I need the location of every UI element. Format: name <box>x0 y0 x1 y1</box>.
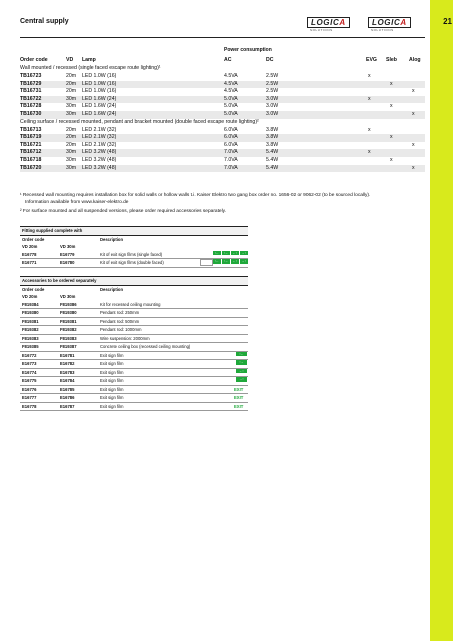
cell-code: TB16720 <box>20 164 42 171</box>
table-row <box>20 157 425 165</box>
cell-ac: 5.0VA <box>224 110 238 117</box>
cell-code: TB16721 <box>20 141 42 148</box>
cell-b: E16782 <box>60 361 75 366</box>
cell-desc: Kit for recessed ceiling mounting <box>100 301 161 307</box>
col-lamp: Lamp <box>82 57 96 63</box>
cell-code: TB16730 <box>20 110 42 117</box>
table-row <box>20 318 248 327</box>
cell-lamp: LED 3.2W (48) <box>82 164 117 171</box>
logo-2-sub: SOLUTIONS <box>371 28 394 32</box>
cell-desc: Wire suspension: 2000mm <box>100 335 150 341</box>
cell-b: E16784 <box>60 378 75 383</box>
cell-lamp: LED 1.6W (24) <box>82 95 117 102</box>
table-row <box>20 73 425 81</box>
table-row <box>20 301 248 310</box>
table-row <box>20 386 248 395</box>
accessories-col-desc: Description <box>100 286 124 292</box>
cell-sleb: x <box>390 156 393 163</box>
table-row <box>20 343 248 352</box>
cell-desc: Pendant rod: 1000mm <box>100 327 142 332</box>
exit-sign-icon: →↑ <box>241 250 246 255</box>
header-rule <box>20 37 425 38</box>
cell-code: TB16731 <box>20 88 42 95</box>
fitting-col-b: VD 30m <box>60 244 76 249</box>
table-row <box>20 96 425 104</box>
cell-vd: 20m <box>66 126 77 133</box>
cell-vd: 30m <box>66 156 77 163</box>
exit-text-sign: EXIT <box>234 386 244 392</box>
cell-desc: Pendant rod: 250mm <box>100 310 140 315</box>
cell-vd: 30m <box>66 149 77 156</box>
exit-sign-icon: ↑← <box>214 259 219 263</box>
cell-ac: 7.0VA <box>224 164 238 171</box>
cell-evg: x <box>368 126 371 133</box>
cell-ac: 5.0VA <box>224 103 238 110</box>
cell-lamp: LED 1.0W (16) <box>82 80 117 87</box>
cell-lamp: LED 3.2W (48) <box>82 149 117 156</box>
cell-vd: 20m <box>66 141 77 148</box>
cell-desc: Exit sign film <box>100 361 124 366</box>
logo-1-main: LOGIC <box>311 18 340 27</box>
fitting-header-row <box>20 236 248 244</box>
cell-a: E16778 <box>22 403 37 409</box>
table-row <box>20 149 425 157</box>
page-number: 21 <box>443 17 452 26</box>
cell-b: F819386 <box>60 301 77 307</box>
cell-a: E16776 <box>22 386 37 392</box>
cell-vd: 30m <box>66 103 77 110</box>
cell-alog: x <box>412 141 415 148</box>
cell-alog: x <box>412 164 415 171</box>
cell-b: E16780 <box>60 260 75 265</box>
exit-text-sign: EXIT <box>234 403 244 409</box>
logo-1-accent: A <box>339 18 346 27</box>
cell-evg: x <box>368 149 371 156</box>
cell-dc: 5.4W <box>266 149 279 156</box>
cell-alog: x <box>412 88 415 95</box>
logo-2-accent: A <box>400 18 407 27</box>
table-row <box>20 352 248 361</box>
cell-b: E16786 <box>60 395 75 400</box>
cell-ac: 4.5VA <box>224 73 238 79</box>
table-header-row <box>20 57 425 65</box>
blank-sign-icon <box>200 259 213 266</box>
cell-dc: 3.0W <box>266 95 279 102</box>
table-row <box>20 360 248 369</box>
cell-ac: 6.0VA <box>224 141 238 148</box>
cell-dc: 5.4W <box>266 156 279 163</box>
cell-a: E16771 <box>22 260 37 265</box>
cell-vd: 20m <box>66 134 77 141</box>
cell-vd: 30m <box>66 95 77 102</box>
cell-dc: 3.8W <box>266 134 279 141</box>
cell-dc: 5.4W <box>266 164 279 171</box>
cell-lamp: LED 1.0W (16) <box>82 73 117 79</box>
table-row <box>20 165 425 173</box>
section-label <box>20 119 425 127</box>
col-alog: Alog <box>409 57 421 63</box>
cell-dc: 2.5W <box>266 88 279 95</box>
fitting-subheader-row <box>20 243 248 251</box>
exit-sign-icon: ↑→ <box>223 259 228 263</box>
cell-b: E16783 <box>60 369 75 375</box>
cell-vd: 30m <box>66 110 77 117</box>
table-row <box>20 369 248 378</box>
table-row <box>20 309 248 318</box>
cell-evg: x <box>368 73 371 79</box>
cell-b: F819380 <box>60 310 77 315</box>
exit-sign-icon: ↑→ <box>223 250 228 255</box>
table-row <box>20 81 425 89</box>
col-ac: AC <box>224 57 232 63</box>
cell-lamp: LED 2.1W (32) <box>82 141 117 148</box>
cell-dc: 2.5W <box>266 80 279 87</box>
cell-a: F819380 <box>22 310 39 315</box>
cell-ac: 7.0VA <box>224 156 238 163</box>
cell-a: E16778 <box>22 251 37 257</box>
table-row <box>20 142 425 150</box>
cell-a: F819384 <box>22 301 39 307</box>
cell-b: E16779 <box>60 251 75 257</box>
cell-dc: 3.0W <box>266 103 279 110</box>
cell-a: F819385 <box>22 344 39 349</box>
cell-code: TB16712 <box>20 149 42 156</box>
cell-evg: x <box>368 95 371 102</box>
cell-dc: 3.8W <box>266 126 279 133</box>
cell-desc: Exit sign film <box>100 378 124 383</box>
fitting-col-desc: Description <box>100 236 124 242</box>
side-accent-bar <box>430 0 453 641</box>
cell-code: TB16723 <box>20 73 42 79</box>
section-label <box>20 65 425 73</box>
cell-lamp: LED 1.6W (24) <box>82 103 117 110</box>
cell-a: E16772 <box>22 352 37 358</box>
main-product-table <box>20 57 425 172</box>
cell-desc: Kit of exit sign films (single faced) <box>100 251 163 257</box>
cell-desc: Exit sign film <box>100 352 124 358</box>
table-row <box>20 134 425 142</box>
cell-desc: Concrete ceiling box (recessed ceiling mounting) <box>100 344 191 349</box>
cell-a: F819383 <box>22 335 39 341</box>
cell-a: F819381 <box>22 318 39 324</box>
cell-b: F819383 <box>60 335 77 341</box>
accessories-header-row <box>20 286 248 294</box>
table-row <box>20 251 248 260</box>
table-row <box>20 335 248 344</box>
accessories-title-row <box>20 276 248 286</box>
exit-sign-icon: ↑← <box>236 352 247 357</box>
cell-code: TB16722 <box>20 95 42 102</box>
col-evg: EVG <box>366 57 377 63</box>
cell-b: E16787 <box>60 403 75 409</box>
table-row <box>20 88 425 96</box>
cell-desc: Exit sign film <box>100 386 124 392</box>
accessories-table <box>20 276 248 411</box>
cell-desc: Pendant rod: 500mm <box>100 318 140 324</box>
exit-sign-icon: ←↑ <box>236 369 247 374</box>
exit-sign-icon: ←↑ <box>232 250 237 255</box>
table-row <box>20 394 248 403</box>
cell-sleb: x <box>390 134 393 141</box>
cell-ac: 6.0VA <box>224 134 238 141</box>
table-row <box>20 103 425 111</box>
cell-lamp: LED 2.1W (32) <box>82 134 117 141</box>
col-order-code: Order code <box>20 57 48 63</box>
col-vd: VD <box>66 57 74 63</box>
exit-text-sign: EXIT <box>234 395 244 400</box>
col-sleb: Sleb <box>386 57 397 63</box>
page-title: Central supply <box>20 18 69 25</box>
cell-vd: 20m <box>66 80 77 87</box>
exit-sign-icon: →↑ <box>236 377 247 382</box>
exit-sign-icon: ←↑ <box>232 259 237 263</box>
cell-sleb: x <box>390 103 393 110</box>
exit-sign-icon: ↑← <box>214 250 219 255</box>
cell-dc: 3.0W <box>266 110 279 117</box>
cell-lamp: LED 3.2W (48) <box>82 156 117 163</box>
cell-lamp: LED 2.1W (32) <box>82 126 117 133</box>
accessories-col-a: VD 20m <box>22 294 38 299</box>
cell-a: F819382 <box>22 327 39 332</box>
col-dc: DC <box>266 57 274 63</box>
cell-b: F819382 <box>60 327 77 332</box>
cell-b: E16785 <box>60 386 75 392</box>
cell-sleb: x <box>390 80 393 87</box>
fitting-title: Fitting supplied complete with <box>22 228 83 233</box>
section-label-text: Wall mounted / recessed (single faced escape route lighting)¹ <box>20 65 161 71</box>
cell-dc: 2.5W <box>266 73 279 79</box>
cell-a: E16773 <box>22 361 37 366</box>
table-row <box>20 127 425 135</box>
power-consumption-header: Power consumption <box>224 47 272 53</box>
table-row <box>20 403 248 412</box>
cell-a: E16777 <box>22 395 37 400</box>
cell-lamp: LED 1.6W (24) <box>82 110 117 117</box>
accessories-col-code: Order code <box>22 286 45 292</box>
cell-ac: 4.5VA <box>224 88 238 95</box>
accessories-title: Accessories to be ordered separately <box>22 278 97 283</box>
table-row <box>20 377 248 386</box>
section-label-text: Ceiling surface / recessed mounted, pendant and bracket mounted (double faced escape route lighting)² <box>20 118 259 125</box>
fitting-title-row <box>20 226 248 236</box>
cell-a: E16774 <box>22 369 37 375</box>
fitting-supplied-table <box>20 226 248 268</box>
fitting-col-a: VD 20m <box>22 244 38 249</box>
cell-vd: 30m <box>66 164 77 171</box>
table-row <box>20 259 248 268</box>
cell-code: TB16713 <box>20 126 42 133</box>
cell-b: F819387 <box>60 344 77 349</box>
cell-ac: 5.0VA <box>224 95 238 102</box>
fitting-col-code: Order code <box>22 236 45 242</box>
exit-sign-icon: ↑→ <box>236 360 247 365</box>
cell-lamp: LED 1.0W (16) <box>82 88 117 95</box>
cell-b: F819381 <box>60 318 77 324</box>
cell-b: E16781 <box>60 352 75 358</box>
cell-vd: 20m <box>66 73 77 79</box>
cell-alog: x <box>412 110 415 117</box>
footnotes <box>20 193 425 216</box>
cell-code: TB16718 <box>20 156 42 163</box>
cell-code: TB16728 <box>20 103 42 110</box>
logo-2-main: LOGIC <box>372 18 401 27</box>
cell-desc: Exit sign film <box>100 395 124 400</box>
logo-1-sub: SOLUTIONS <box>310 28 333 32</box>
accessories-col-b: VD 30m <box>60 294 76 299</box>
cell-desc: Exit sign film <box>100 369 124 375</box>
cell-ac: 7.0VA <box>224 149 238 156</box>
table-row <box>20 326 248 335</box>
cell-a: E16775 <box>22 378 37 383</box>
exit-sign-icon: →↑ <box>241 259 246 263</box>
footnote-1b: Information available from www.kaiser-elektro.de <box>25 199 129 205</box>
cell-vd: 20m <box>66 88 77 95</box>
cell-code: TB16719 <box>20 134 42 141</box>
accessories-subheader-row <box>20 293 248 301</box>
table-row <box>20 111 425 119</box>
cell-code: TB16729 <box>20 80 42 87</box>
footnote-1: ¹ Recessed wall mounting requires installation box for solid walls or hollow walls t.i. Kaiser Elektro two gang box order no. 1656-02 or 9062-02 (to be sourced locally). <box>20 193 371 198</box>
cell-dc: 3.8W <box>266 141 279 148</box>
footnote-2: ² For surface mounted and all suspended versions, please order required accessories separately. <box>20 209 227 215</box>
cell-ac: 6.0VA <box>224 126 238 133</box>
cell-desc: Exit sign film <box>100 403 124 409</box>
cell-desc: Kit of exit sign films (double faced) <box>100 260 164 265</box>
cell-ac: 4.5VA <box>224 80 238 87</box>
